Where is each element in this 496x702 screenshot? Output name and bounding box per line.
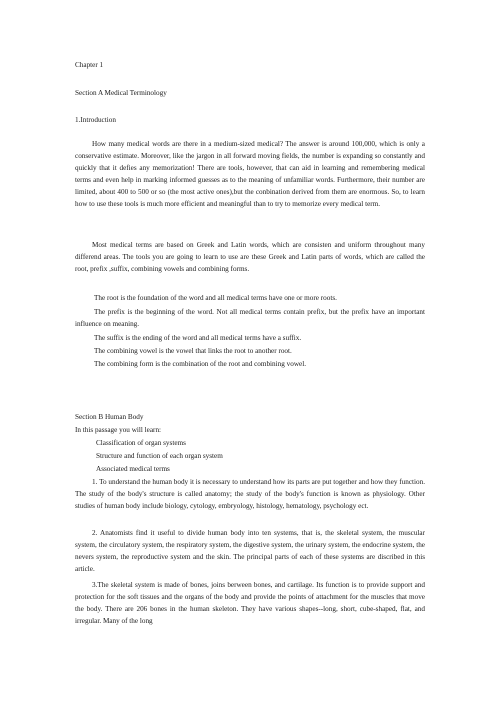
- learn-item: Associated medical terms: [96, 465, 170, 473]
- chapter-heading: Chapter 1: [75, 61, 104, 69]
- intro-paragraph-2: Most medical terms are based on Greek and Latin words, which are consisten and uniform throughout many differend areas. The tools you are going to learn to use are these Greek and Latin parts of words, which are called the root, prefix ,suffix, combining vowels and combining forms.: [75, 241, 425, 273]
- combining-vowel-definition: The combining vowel is the vowel that links the root to another root.: [94, 347, 292, 355]
- combining-form-definition: The combining form is the combination of the root and combining vowel.: [94, 360, 306, 368]
- suffix-definition: The suffix is the ending of the word and all medical terms have a suffix.: [94, 334, 302, 342]
- learn-item: Classification of organ systems: [96, 439, 186, 447]
- root-definition: The root is the foundation of the word and all medical terms have one or more roots.: [94, 294, 337, 302]
- body-paragraph-2: 2. Anatomists find it useful to divide human body into ten systems, that is, the skeletal system, the muscular system, the circulatory system, the respiratory system, the digestive system, the urinary system, the endocrine system, the nevers system, the reproductive system and the skin. The principal parts of each of these systems are discribed in this article.: [75, 529, 425, 573]
- section-b-heading: Section B Human Body: [75, 413, 144, 421]
- learn-intro: In this passage you will learn:: [75, 426, 162, 434]
- section-a-heading: Section A Medical Terminology: [75, 89, 167, 97]
- learn-item: Structure and function of each organ system: [96, 452, 223, 460]
- intro-paragraph-1: How many medical words are there in a medium-sized medical? The answer is around 100,000, which is only a conservative estimate. Moreover, like the jargon in all forward moving fields, the number is expanding so constantly and quickly that it defies any memorization! There are tools, however, that can aid in learning and remembering medical terms and even help in marking informed guesses as to the meaning of unfamiliar words. Furthermore, their number are limited, about 400 to 500 or so (the most active ones),but the conbination derived from them are enormous. So, to learn how to use these tools is much more efficient and meaningful than to try to memorize every medical term.: [75, 140, 425, 208]
- introduction-heading: 1.Introduction: [75, 116, 116, 124]
- prefix-definition: The prefix is the beginning of the word. Not all medical terms contain prefix, but the prefix have an important influence on meaning.: [75, 308, 425, 328]
- body-paragraph-3: 3.The skeletal system is made of bones, joins berween bones, and cartilage. Its function is to provide support and protection for the soft tissues and the organs of the body and provide the points of attachment for the muscles that move the body. There are 206 bones in the human skeleton. They have various shapes--long, short, cube-shaped, flat, and irregular. Many of the long: [75, 581, 425, 625]
- body-paragraph-1: 1. To understand the human body it is necessary to understand how its parts are put together and how they function. The study of the body's structure is called anatomy; the study of the body's function is known as physiology. Other studies of human body include biology, cytology, embryology, histology, hematology, psychology ect.: [75, 478, 425, 510]
